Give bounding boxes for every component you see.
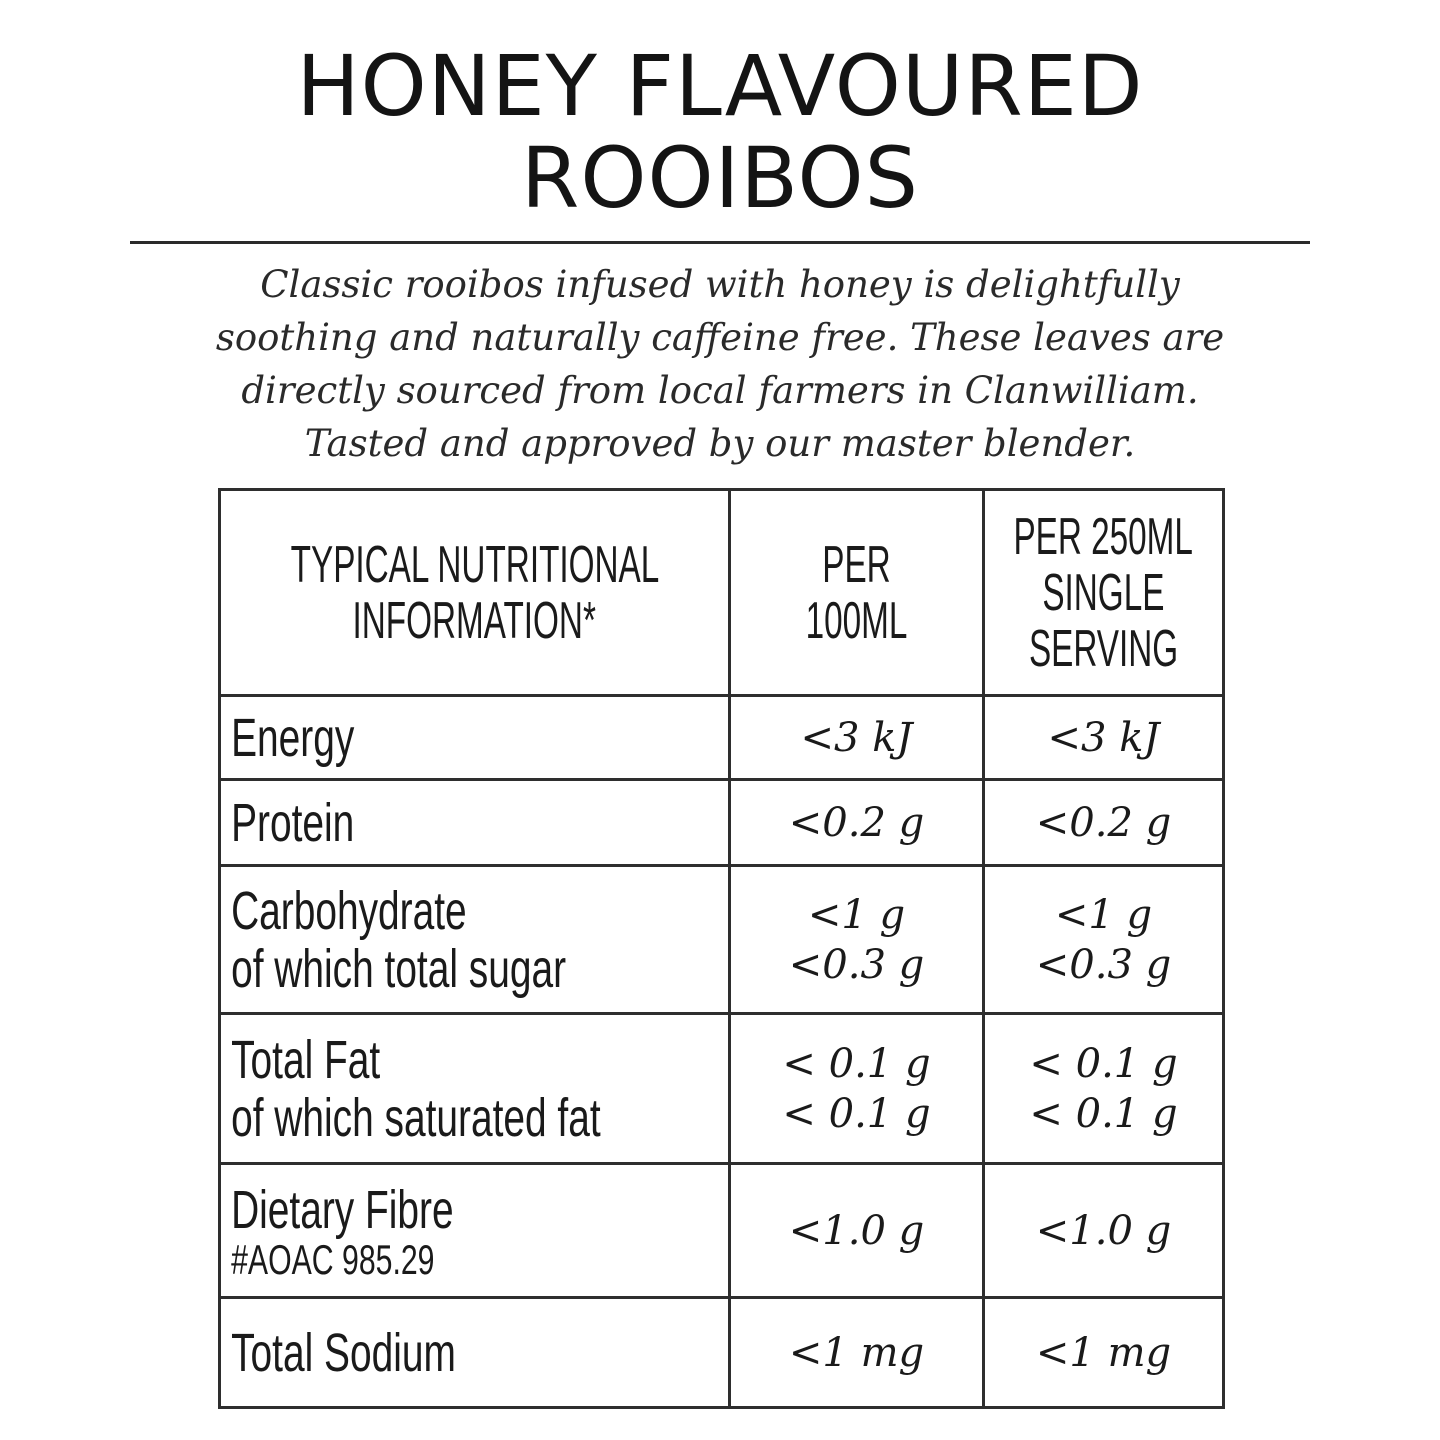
value-per-250ml-sub: <0.3 g	[1035, 941, 1172, 988]
row-label-cell	[220, 1014, 730, 1164]
header-nutritional-information	[220, 490, 730, 696]
table-row	[220, 1298, 1224, 1408]
header-text: PER	[822, 535, 891, 594]
table-row	[220, 1014, 1224, 1164]
row-label-cell	[220, 1298, 730, 1408]
row-label: Protein	[231, 792, 355, 853]
value-cell	[984, 696, 1224, 780]
description-line: Classic rooibos infused with honey is delightfully	[260, 263, 1180, 306]
row-label: Total Fat	[231, 1029, 381, 1090]
row-label-cell	[220, 1164, 730, 1298]
row-label: Carbohydrate	[231, 880, 467, 941]
header-text: PER 250ML	[1013, 507, 1194, 566]
value-cell	[730, 780, 984, 866]
value-cell	[730, 1014, 984, 1164]
header-text: TYPICAL NUTRITIONAL	[290, 535, 659, 594]
value-cell	[984, 780, 1224, 866]
product-title	[0, 37, 1440, 227]
value-cell	[984, 866, 1224, 1014]
value-cell	[984, 1298, 1224, 1408]
value-cell	[730, 1164, 984, 1298]
table-row	[220, 780, 1224, 866]
row-label: Dietary Fibre	[231, 1179, 454, 1240]
value-per-250ml: <1 g	[1054, 891, 1153, 938]
value-per-250ml: <1.0 g	[1035, 1207, 1172, 1254]
header-per-100ml	[730, 490, 984, 696]
value-cell	[730, 696, 984, 780]
value-per-250ml: <0.2 g	[1035, 799, 1172, 846]
value-cell	[730, 866, 984, 1014]
description-line: Tasted and approved by our master blender.	[304, 422, 1136, 465]
description-line: directly sourced from local farmers in Clanwilliam.	[241, 369, 1199, 412]
table-header-row	[220, 490, 1224, 696]
value-per-250ml-sub: < 0.1 g	[1029, 1090, 1178, 1137]
value-cell	[730, 1298, 984, 1408]
value-per-100ml: <1 mg	[788, 1329, 925, 1376]
product-title-line-2: ROOIBOS	[521, 129, 919, 227]
value-per-250ml: < 0.1 g	[1029, 1040, 1178, 1087]
value-per-100ml: <1.0 g	[788, 1207, 925, 1254]
value-per-250ml: <3 kJ	[1047, 714, 1160, 761]
header-text: 100ML	[805, 591, 908, 650]
value-per-100ml: <3 kJ	[800, 714, 913, 761]
header-per-250ml	[984, 490, 1224, 696]
table-row	[220, 696, 1224, 780]
value-per-250ml: <1 mg	[1035, 1329, 1172, 1376]
description-line: soothing and naturally caffeine free. These leaves are	[215, 316, 1225, 359]
value-per-100ml: < 0.1 g	[782, 1040, 931, 1087]
row-label-cell	[220, 696, 730, 780]
value-per-100ml-sub: < 0.1 g	[782, 1090, 931, 1137]
value-cell	[984, 1014, 1224, 1164]
nutrition-table	[218, 488, 1225, 1409]
row-sublabel: of which saturated fat	[231, 1087, 601, 1148]
value-per-100ml-sub: <0.3 g	[788, 941, 925, 988]
row-label-cell	[220, 866, 730, 1014]
row-sublabel: of which total sugar	[231, 938, 567, 999]
value-per-100ml: <0.2 g	[788, 799, 925, 846]
row-label: Total Sodium	[231, 1322, 456, 1383]
product-description	[150, 258, 1290, 470]
value-per-100ml: <1 g	[807, 891, 906, 938]
header-text: SINGLE	[1042, 563, 1165, 622]
table-row	[220, 1164, 1224, 1298]
row-label: Energy	[231, 707, 355, 768]
header-text: INFORMATION*	[352, 591, 597, 650]
title-divider	[130, 241, 1310, 244]
header-text: SERVING	[1028, 619, 1179, 678]
product-title-line-1: HONEY FLAVOURED	[296, 37, 1144, 135]
value-cell	[984, 1164, 1224, 1298]
row-note: #AOAC 985.29	[231, 1235, 435, 1283]
row-label-cell	[220, 780, 730, 866]
table-row	[220, 866, 1224, 1014]
